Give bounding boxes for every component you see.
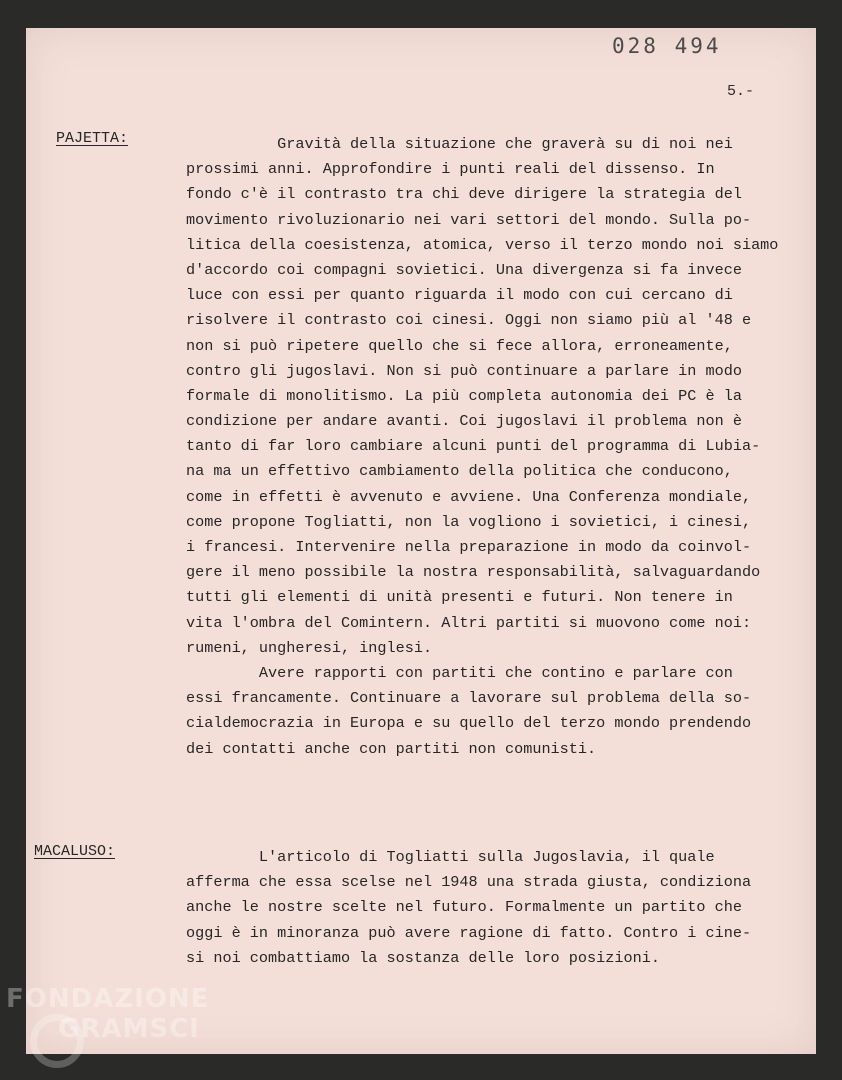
- text-line: tutti gli elementi di unità presenti e futuri. Non tenere in: [186, 588, 733, 607]
- pajetta-text: [186, 132, 778, 762]
- text-line: L'articolo di Togliatti sulla Jugoslavia, il quale: [186, 848, 715, 866]
- text-line: anche le nostre scelte nel futuro. Formalmente un partito che: [186, 898, 742, 917]
- text-line: si noi combattiamo la sostanza delle loro posizioni.: [186, 948, 660, 967]
- text-line: contro gli jugoslavi. Non si può continuare a parlare in modo: [186, 361, 742, 380]
- text-line: gere il meno possibile la nostra responsabilità, salvaguardando: [186, 563, 761, 582]
- text-line: vita l'ombra del Comintern. Altri partiti si muovono come noi:: [186, 613, 752, 632]
- text-line: rumeni, ungheresi, inglesi.: [186, 638, 433, 657]
- text-line: movimento rivoluzionario nei vari settori del mondo. Sulla po-: [186, 210, 752, 229]
- text-line: luce con essi per quanto riguarda il modo con cui cercano di: [186, 286, 733, 305]
- text-line: non si può ripetere quello che si fece allora, erroneamente,: [186, 336, 733, 355]
- page-number: 5.-: [727, 83, 755, 100]
- text-line: dei contatti anche con partiti non comunisti.: [186, 739, 597, 758]
- text-line: risolvere il contrasto coi cinesi. Oggi non siamo più al '48 e: [186, 311, 752, 330]
- text-line: tanto di far loro cambiare alcuni punti del programma di Lubia-: [186, 437, 761, 456]
- archive-number: 028 494: [612, 34, 722, 58]
- text-line: na ma un effettivo cambiamento della politica che conducono,: [186, 462, 733, 481]
- macaluso-text: [186, 845, 751, 971]
- text-line: come propone Togliatti, non la vogliono i sovietici, i cinesi,: [186, 512, 752, 531]
- watermark-line2: GRAMSCI: [58, 1014, 200, 1044]
- text-line: afferma che essa scelse nel 1948 una strada giusta, condiziona: [186, 873, 752, 892]
- speaker-pajetta: PAJETTA:: [56, 130, 129, 147]
- text-line: i francesi. Intervenire nella preparazione in modo da coinvol-: [186, 538, 752, 556]
- text-line: d'accordo coi compagni sovietici. Una divergenza si fa invece: [186, 260, 742, 279]
- text-line: Avere rapporti con partiti che contino e parlare con: [186, 663, 733, 682]
- text-line: essi francamente. Continuare a lavorare sul problema della so-: [186, 689, 752, 708]
- text-line: formale di monolitismo. La più completa autonomia dei PC è la: [186, 386, 742, 405]
- watermark-line1: FONDAZIONE: [6, 984, 210, 1014]
- watermark: [6, 984, 209, 1044]
- text-line: fondo c'è il contrasto tra chi deve dirigere la strategia del: [186, 185, 742, 204]
- text-line: litica della coesistenza, atomica, verso il terzo mondo noi siamo: [186, 235, 779, 254]
- speaker-macaluso: MACALUSO:: [34, 843, 116, 860]
- text-line: Gravità della situazione che graverà su di noi nei: [186, 135, 733, 153]
- text-line: condizione per andare avanti. Coi jugoslavi il problema non è: [186, 412, 742, 431]
- text-line: oggi è in minoranza può avere ragione di fatto. Contro i cine-: [186, 923, 752, 942]
- text-line: prossimi anni. Approfondire i punti reali del dissenso. In: [186, 160, 715, 179]
- text-line: cialdemocrazia in Europa e su quello del terzo mondo prendendo: [186, 714, 752, 733]
- text-line: come in effetti è avvenuto e avviene. Una Conferenza mondiale,: [186, 487, 752, 506]
